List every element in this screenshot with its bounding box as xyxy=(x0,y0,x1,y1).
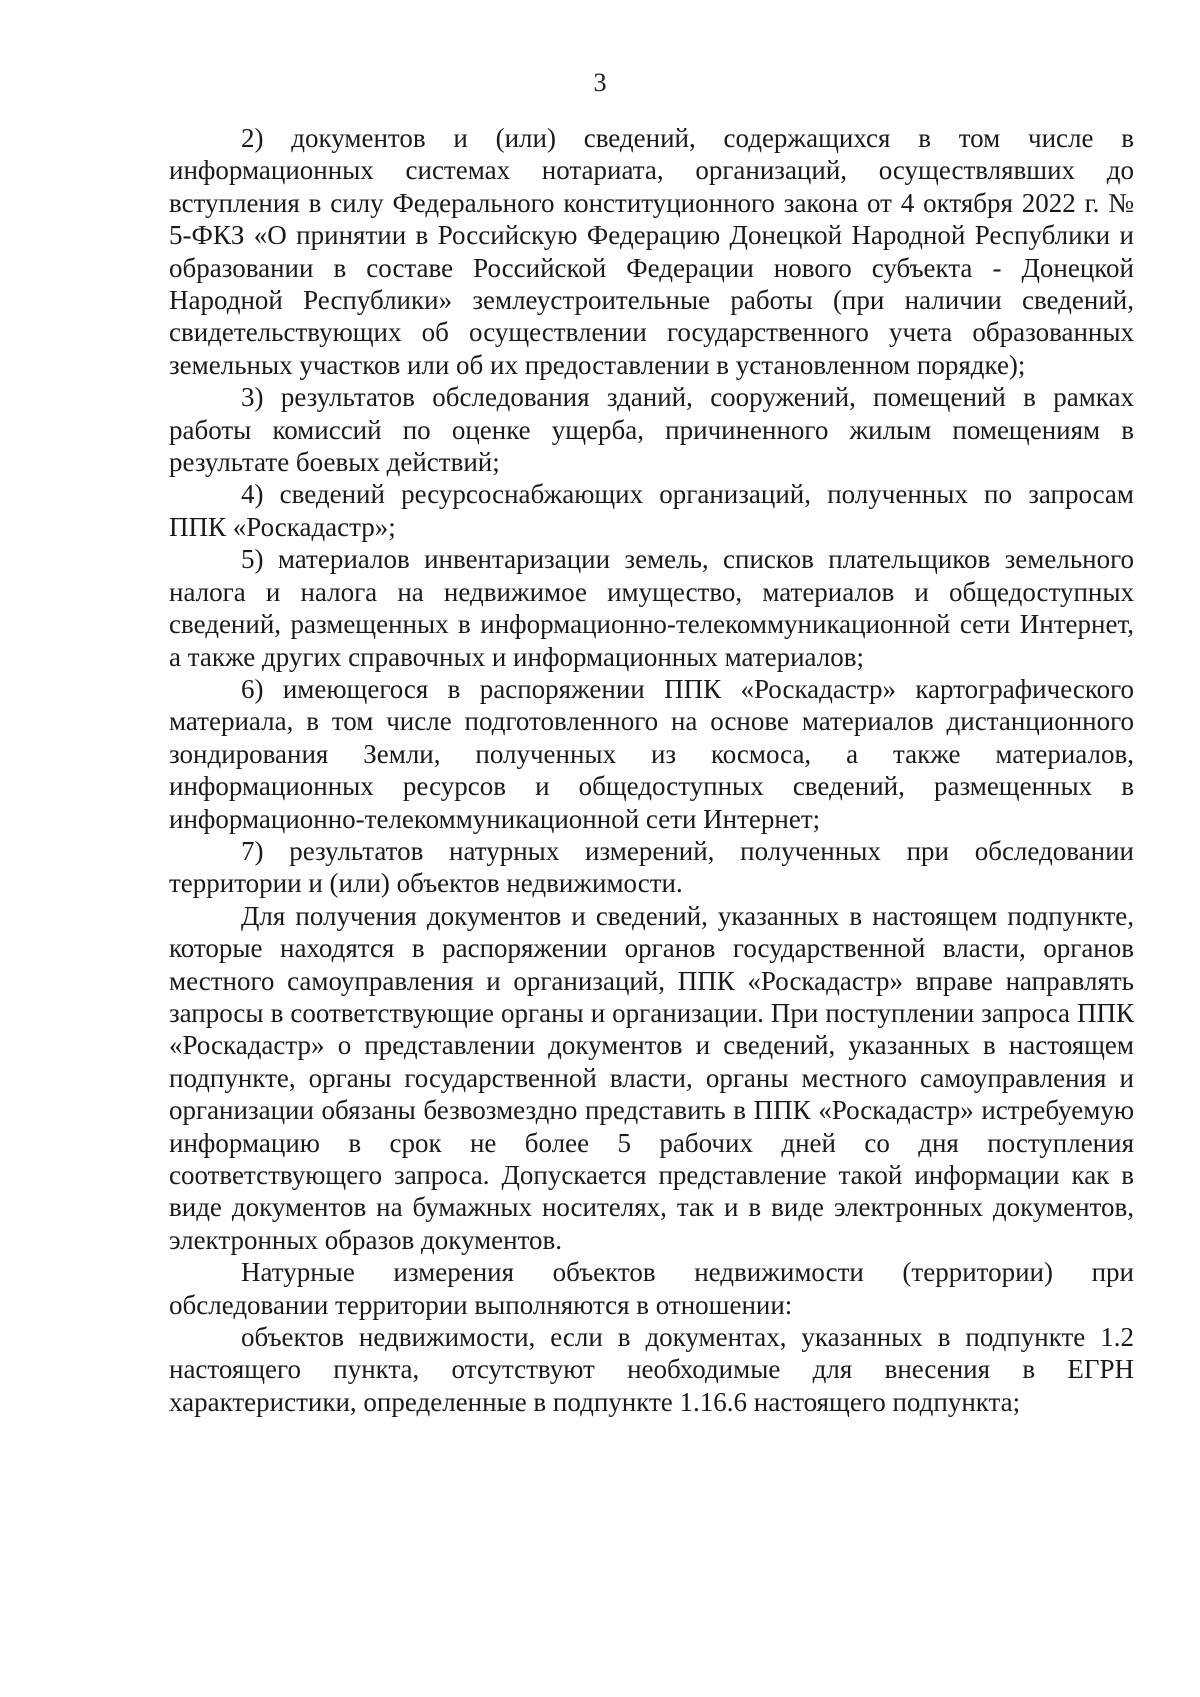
document-body xyxy=(169,122,1134,1418)
paragraph-item-3: 3) результатов обследования зданий, сооружений, помещений в рамках работы комиссий по оценке ущерба, причиненного жилым помещениям в результате боевых действий; xyxy=(169,382,1134,478)
paragraph-field-measurements: Натурные измерения объектов недвижимости (территории) при обследовании территории выполняются в отношении: xyxy=(169,1257,1134,1320)
page-number: 3 xyxy=(593,68,607,97)
paragraph-item-6: 6) имеющегося в распоряжении ППК «Роскадастр» картографического материала, в том числе подготовленного на основе материалов дистанционного зондирования Земли, полученных из космоса, а также материалов, информационных ресурсов и общедоступных сведений, размещенных в информационно-телекоммуникационной сети Интернет; xyxy=(169,673,1134,834)
paragraph-requests: Для получения документов и сведений, указанных в настоящем подпункте, которые находятся в распоряжении органов государственной власти, органов местного самоуправления и организаций, ППК «Роскадастр» вправе направлять запросы в соответствующие органы и организации. При поступлении запроса ППК «Роскадастр» о представлении документов и сведений, указанных в настоящем подпункте, органы государственной власти, органы местного самоуправления и организации обязаны безвозмездно представить в ППК «Роскадастр» истребуемую информацию в срок не более 5 рабочих дней со дня поступления соответствующего запроса. Допускается представление такой информации как в виде документов на бумажных носителях, так и в виде электронных документов, электронных образов документов. xyxy=(169,900,1134,1255)
paragraph-real-estate-objects: объектов недвижимости, если в документах, указанных в подпункте 1.2 настоящего пункта, отсутствуют необходимые для внесения в ЕГРН характеристики, определенные в подпункте 1.16.6 настоящего подпункта; xyxy=(169,1322,1134,1417)
paragraph-item-7: 7) результатов натурных измерений, полученных при обследовании территории и (или) объектов недвижимости. xyxy=(169,835,1134,899)
paragraph-item-4: 4) сведений ресурсоснабжающих организаций, полученных по запросам ППК «Роскадастр»; xyxy=(169,479,1134,542)
paragraph-item-2: 2) документов и (или) сведений, содержащихся в том числе в информационных системах нотариата, организаций, осуществлявших до вступления в силу Федерального конституционного закона от 4 октября 2022 г. № 5-ФКЗ «О принятии в Российскую Федерацию Донецкой Народной Республики и образовании в составе Российской Федерации нового субъекта - Донецкой Народной Республики» землеустроительные работы (при наличии сведений, свидетельствующих об осуществлении государственного учета образованных земельных участков или об их предоставлении в установленном порядке); xyxy=(169,123,1134,380)
paragraph-item-5: 5) материалов инвентаризации земель, списков плательщиков земельного налога и налога на недвижимое имущество, материалов и общедоступных сведений, размещенных в информационно-телекоммуникационной сети Интернет, а также других справочных и информационных материалов; xyxy=(169,544,1134,672)
